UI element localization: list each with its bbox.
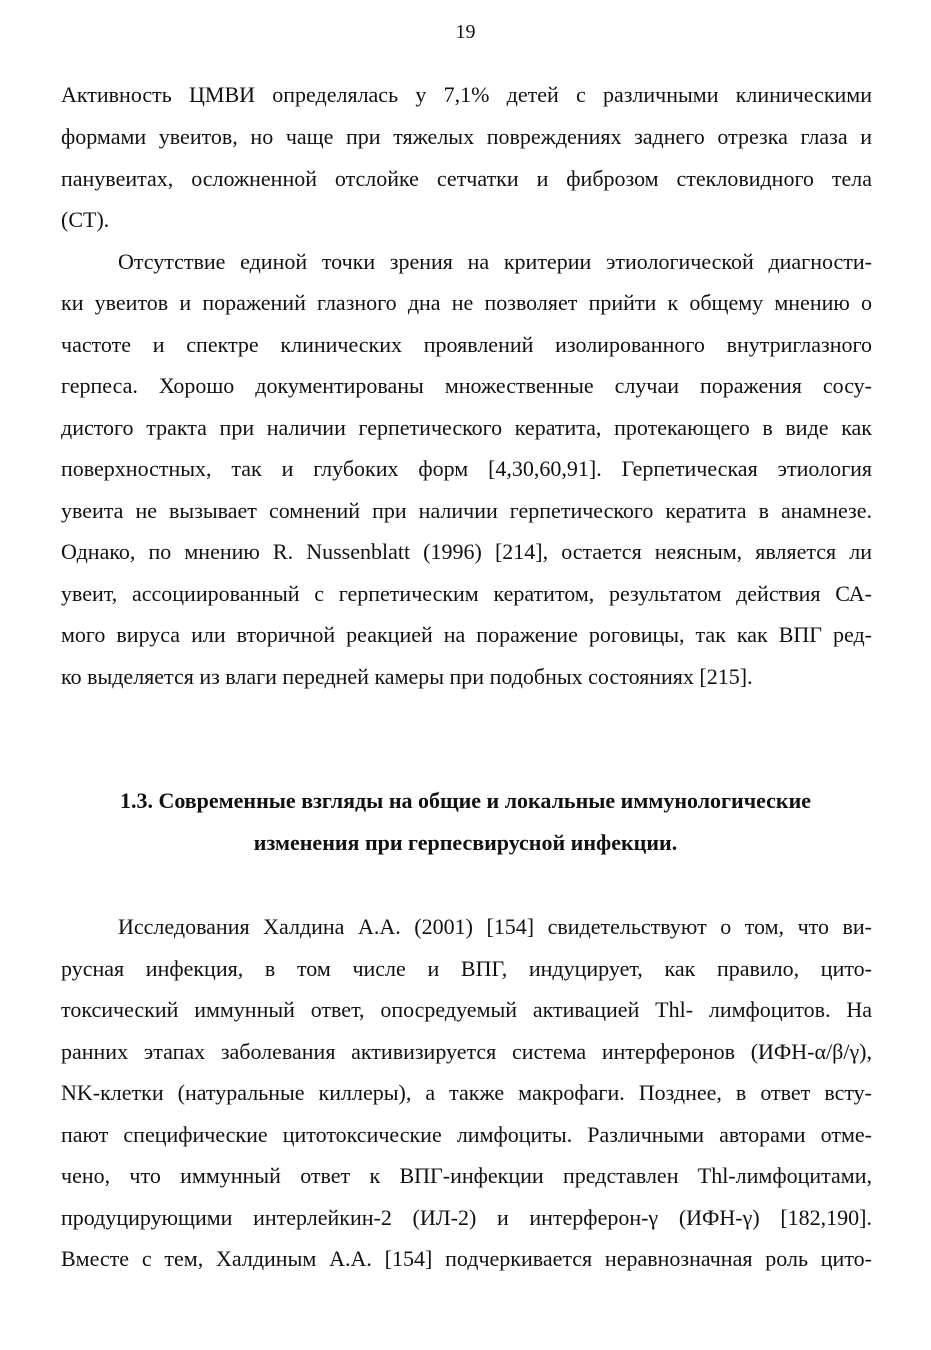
text-line: Активность ЦМВИ определялась у 7,1% детей с различными клиническими: [61, 82, 872, 107]
page-number: 19: [455, 21, 476, 43]
text-line: чено, что иммунный ответ к ВПГ-инфекции представлен Thl-лимфоцитами,: [61, 1163, 872, 1188]
text-line: пают специфические цитотоксические лимфоциты. Различными авторами отме-: [61, 1122, 872, 1147]
text-line: панувеитах, осложненной отслойке сетчатки и фиброзом стекловидного тела: [61, 166, 872, 191]
text-line: увеита не вызывает сомнений при наличии герпетического кератита в анамнезе.: [61, 498, 872, 523]
text-line: дистого тракта при наличии герпетического кератита, протекающего в виде как: [61, 415, 872, 440]
text-line: Исследования Халдина А.А. (2001) [154] свидетельствуют о том, что ви-: [118, 914, 872, 939]
text-line: увеит, ассоциированный с герпетическим кератитом, результатом действия СА-: [61, 581, 872, 606]
text-line: продуцирующими интерлейкин-2 (ИЛ-2) и интерферон-γ (ИФН-γ) [182,190].: [61, 1205, 872, 1230]
text-line: герпеса. Хорошо документированы множественные случаи поражения сосу-: [61, 373, 872, 398]
heading-line: 1.3. Современные взгляды на общие и локальные иммунологические: [119, 788, 812, 813]
text-line: Вместе с тем, Халдиным А.А. [154] подчеркивается неравнозначная роль цито-: [61, 1246, 872, 1271]
heading-line: изменения при герпесвирусной инфекции.: [253, 830, 678, 855]
text-line: NK-клетки (натуральные киллеры), а также макрофаги. Позднее, в ответ всту-: [61, 1080, 872, 1105]
text-line: ко выделяется из влаги передней камеры при подобных состояниях [215].: [61, 664, 753, 689]
text-line: мого вируса или вторичной реакцией на поражение роговицы, так как ВПГ ред-: [61, 622, 872, 647]
text-line: русная инфекция, в том числе и ВПГ, индуцирует, как правило, цито-: [61, 956, 872, 981]
text-line: формами увеитов, но чаще при тяжелых повреждениях заднего отрезка глаза и: [61, 124, 872, 149]
text-line: Однако, по мнению R. Nussenblatt (1996) [214], остается неясным, является ли: [61, 539, 872, 564]
text-line: Отсутствие единой точки зрения на критерии этиологической диагности-: [118, 249, 872, 274]
text-line: ки увеитов и поражений глазного дна не позволяет прийти к общему мнению о: [61, 290, 872, 315]
text-line: частоте и спектре клинических проявлений изолированного внутриглазного: [61, 332, 872, 357]
text-line: токсический иммунный ответ, опосредуемый активацией Thl- лимфоцитов. На: [61, 997, 872, 1022]
text-line: ранних этапах заболевания активизируется система интерферонов (ИФН-α/β/γ),: [61, 1039, 872, 1064]
text-line: поверхностных, так и глубоких форм [4,30,60,91]. Герпетическая этиология: [61, 456, 872, 481]
text-line: (СТ).: [61, 207, 110, 232]
